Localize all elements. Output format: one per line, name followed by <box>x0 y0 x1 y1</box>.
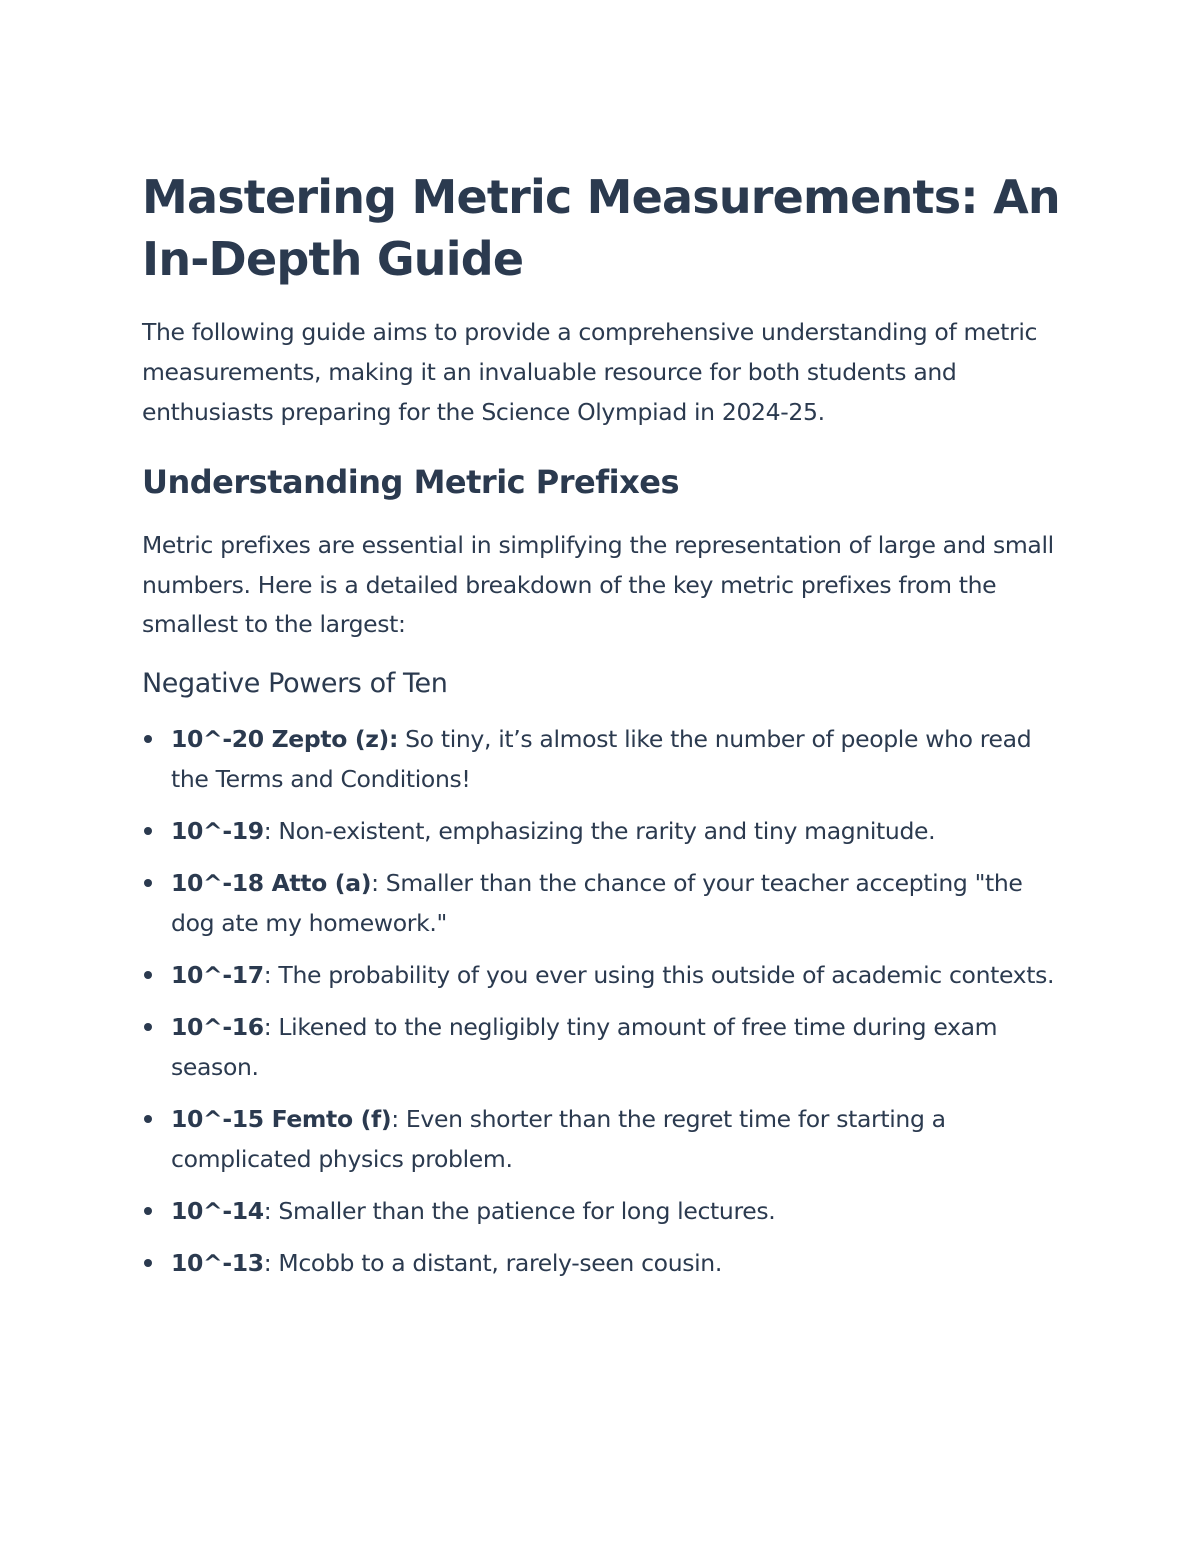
list-item <box>142 955 1062 995</box>
list-item <box>142 1007 1062 1087</box>
list-item-text: : Non-existent, emphasizing the rarity and tiny magnitude. <box>263 816 936 845</box>
list-item <box>142 1243 1062 1283</box>
subsection-heading: Negative Powers of Ten <box>142 667 448 699</box>
list-item-text: : Likened to the negligibly tiny amount of free time during exam season. <box>171 1012 998 1081</box>
intro-paragraph: The following guide aims to provide a comprehensive understanding of metric measurements, making it an invaluable resource for both students and enthusiasts preparing for the Science Olympiad in 2024-25. <box>142 318 1038 426</box>
prefix-list <box>142 719 1062 1283</box>
list-item-text: : Even shorter than the regret time for starting a complicated physics problem. <box>171 1104 946 1173</box>
list-item <box>142 1099 1062 1179</box>
bullet-icon <box>144 1115 152 1123</box>
list-item-term: 10^-16 <box>171 1012 264 1041</box>
list-item-term: 10^-15 Femto (f) <box>171 1104 392 1133</box>
page-title: Mastering Metric Measurements: An In-Depth Guide <box>142 170 1060 286</box>
list-item-term: 10^-14 <box>171 1196 264 1225</box>
list-item-term: 10^-20 Zepto (z): <box>171 724 398 753</box>
bullet-icon <box>144 1259 152 1267</box>
list-item-text: : Smaller than the chance of your teacher accepting "the dog ate my homework." <box>171 868 1023 937</box>
bullet-icon <box>144 1023 152 1031</box>
list-item <box>142 1191 1062 1231</box>
list-item-text: : The probability of you ever using this outside of academic contexts. <box>263 960 1055 989</box>
list-item-term: 10^-18 Atto (a) <box>171 868 372 897</box>
list-item-term: 10^-17 <box>171 960 264 989</box>
bullet-icon <box>144 879 152 887</box>
list-item-term: 10^-13 <box>171 1248 264 1277</box>
list-item-text: : Mcobb to a distant, rarely-seen cousin. <box>263 1248 722 1277</box>
bullet-icon <box>144 971 152 979</box>
section-paragraph: Metric prefixes are essential in simplifying the representation of large and small numbers. Here is a detailed breakdown of the key metric prefixes from the smallest to the largest: <box>142 531 1054 638</box>
list-item <box>142 811 1062 851</box>
bullet-icon <box>144 827 152 835</box>
bullet-icon <box>144 735 152 743</box>
list-item-text: : Smaller than the patience for long lectures. <box>263 1196 776 1225</box>
list-item <box>142 863 1062 943</box>
section-heading: Understanding Metric Prefixes <box>142 463 679 501</box>
document-page <box>142 166 1062 1295</box>
list-item-term: 10^-19 <box>171 816 264 845</box>
list-item-text: So tiny, it’s almost like the number of people who read the Terms and Conditions! <box>171 724 1032 793</box>
bullet-icon <box>144 1207 152 1215</box>
list-item <box>142 719 1062 799</box>
